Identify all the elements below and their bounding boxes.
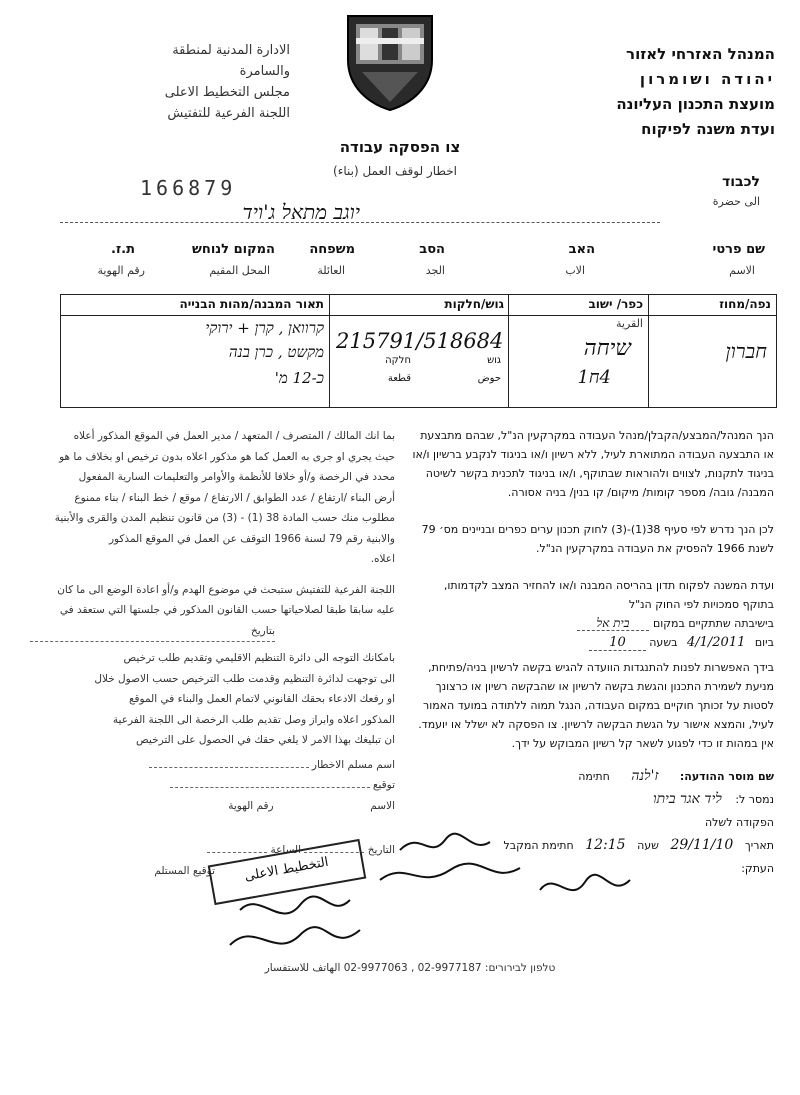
hebrew-paragraph-1: הנך המנהל/המבצע/הקבלן/מנהל העבודה במקרקעין הנ"ל, שבהם מתבצעת או התבצעה העבודה המתוארת לעיל, ללא רשיון ו/או בניגוד לנקבע ברשיון ו/או בניגוד לתקנות, לצווים ולהוראות שבתוקף, ו/או בניגוד לתכנית בקשר לשיטה המבנה/ גובה/ מספר קומות/ מיקום/ קו בנין/ בניה אסורה. [412, 429, 774, 499]
header-region: נפה/מחוז [719, 297, 771, 311]
signature-left-1 [240, 896, 350, 913]
hour-label: שעה [637, 839, 659, 852]
to-label-arabic: الى حضرة [712, 195, 760, 208]
id-label: הפקודה לשלה [704, 816, 774, 829]
arabic-line-15: ان تبليغك بهذا الامر لا يلغي حقك في الحصول على الترخيص [136, 734, 395, 746]
meeting-time-value: 10 [589, 635, 646, 651]
shield-icon [342, 12, 438, 112]
arabic-line-9: عليه سابقا طبقا لصلاحياتها حسب القانون المذكور في جلستها التي ستعقد في [59, 604, 395, 616]
header-hebrew-line-1: המנהל האזרחי לאזור [626, 45, 775, 63]
header-description: תאור המבנה/מהות הבנייה [179, 297, 324, 311]
arabic-line-14: المذكور اعلاه وابراز وصل تقديم طلب الرخصة الى اللجنة الفرعية [112, 713, 395, 726]
arabic-sig-line [30, 775, 395, 796]
village-value-2: 4ח1 [577, 367, 611, 388]
addressee-handwritten: יוגב מתאל ג'ויד [242, 200, 360, 224]
arabic-date-label: التاريخ [367, 844, 395, 856]
header-hebrew [520, 42, 775, 142]
meeting-time-label: בשעה [649, 636, 678, 649]
header-grandfather: הסב [419, 242, 445, 257]
location-table [60, 294, 777, 408]
meeting-date-label: ביום [754, 636, 774, 649]
hebrew-date-line [412, 633, 774, 652]
parcel-label-ar: قطعة [387, 373, 411, 384]
arabic-line-10: بتاريخ [30, 621, 275, 643]
arabic-line-12: الى توجهت لدائرة التنظيم وقدمت طلب الترخيص حسب الاصول خلال [94, 672, 395, 685]
order-title-arabic: اخطار لوقف العمل (بناء) [333, 164, 457, 178]
signature-scribbles [220, 820, 700, 970]
personal-table [50, 238, 775, 288]
arabic-id-name-label: الاسم [370, 799, 395, 812]
arabic-recipient-sig: توقيع المستلم [154, 864, 215, 877]
signature-officer [400, 834, 490, 850]
header-arabic [50, 40, 290, 124]
officer-signature-label: חתימה [578, 770, 610, 783]
officer-label: שם מוסר ההודעה: [679, 770, 774, 783]
arabic-time-label: الساعة [270, 844, 302, 856]
header-family: משפחה [309, 242, 355, 257]
delivered-line [412, 790, 774, 809]
hebrew-paragraph-3: ועדת המשנה לפקוח תדון בהריסה המבנה ו/או להחזיר המצב לקדמותו, בתוקף סמכויות לפי החוק הנ"ל [443, 579, 774, 611]
header-grandfather-ar: الجد [425, 264, 445, 277]
description-line-2: מקשט , כרן בנה [228, 343, 324, 361]
arabic-name-label: اسم مسلم الاخطار [311, 758, 395, 771]
col-divider [508, 295, 509, 407]
village-value: שיחה [583, 336, 631, 361]
officer-line [412, 767, 774, 786]
arabic-id-label: رقم الهوية [228, 799, 274, 812]
meeting-place-value: בית אל [577, 616, 650, 631]
delivered-value: ליד אגר ביתו [653, 791, 722, 807]
description-line-3: כ-12 מ' [274, 369, 324, 387]
emblem-shield [342, 12, 438, 112]
hebrew-paragraph-5: אין במהות זו כדי לפגוע לשאר קל רשיון המבוקש על ידך. [511, 737, 774, 750]
header-plot: גוש/חלקות [444, 297, 504, 311]
meeting-place-label: בישיבתה שתתקיים במקום [652, 617, 774, 630]
arabic-line-2: حيث يجري او جرى به العمل كما هو مذكور اعلاه بدون ترخيص او بخلاف ما هو [59, 450, 395, 463]
header-arabic-line-4: اللجنة الفرعية للتفتيش [167, 106, 290, 121]
header-residence: המקום לנוחש [192, 242, 275, 257]
block-label: גוש [487, 355, 501, 366]
to-label-hebrew: לכבוד [722, 174, 760, 190]
hour-value: 12:15 [585, 837, 626, 853]
signature-delivered [380, 864, 520, 880]
arabic-name-line [30, 755, 395, 776]
header-village: כפר/ ישוב [588, 297, 643, 311]
header-father: האב [568, 242, 595, 257]
officer-value: ז'לנה [631, 768, 659, 784]
copy-line: העתק: [741, 862, 774, 875]
arabic-body [30, 426, 395, 881]
stamp-text: التخطيط الاعلى [243, 854, 330, 885]
header-id: ת.ז. [111, 242, 135, 257]
arabic-line-11: بامكانك التوجه الى دائرة التنظيم الاقليمي وتقديم طلب ترخيص [123, 652, 395, 664]
hebrew-paragraph-4: בידך האפשרות לפנות להתנגדות הוועדה להגיש בקשה לרשיון בניה/פתיחת, מניעת לשמירת התכנון והגשת בקשה לרשיון או שהבקשה רשיון או כרצונך לסטות על זכותך חוקיים במקום העבודה, הנגל תמוה ללתודה במועד האמור לעיל, והמצא אישור על הגשת הבקשה לרשיון. צו הפסקה לא ישלל או יועמד. [418, 661, 774, 731]
arabic-line-4: أرض البناء /ارتفاع / عدد الطوابق / الارتفاع / موقع / خط البناء / بناء ممنوع [74, 491, 395, 504]
arabic-line-13: او رفعك الادعاء بحقك القانوني لاتمام العمل والبناء في الموقع [128, 693, 395, 705]
hebrew-paragraph-2: לכן הנך נדרש לפי סעיף 38(1)-(3) לחוק תכנון ערים כפרים ובניינים מס׳ 79 לשנת 1966 להפסיק את העבודה במקרקעין הנ"ל. [421, 523, 774, 555]
footer-phone: טלפון לבירורים: 02-9977187 , 02-9977063 الهاتف للاستفسار [264, 962, 556, 974]
arabic-line-1: بما انك المالك / المتصرف / المتعهد / مدير العمل في الموقع المذكور أعلاه [73, 430, 395, 442]
date-label: תאריך [744, 839, 774, 852]
header-hebrew-line-4: ועדת משנה לפיקוח [641, 120, 775, 138]
header-first-name-ar: الاسم [729, 264, 755, 277]
header-row-divider [61, 315, 776, 316]
recipient-signature-label: חתימת המקבל [503, 839, 574, 852]
arabic-line-6: والابنية رقم 79 لسنة 1966 التوقف عن العمل في الموقع المذكور [108, 532, 395, 545]
arabic-sig-label: توقيع [372, 779, 395, 791]
arabic-line-7: اعلاه. [370, 553, 395, 565]
addressee-line [60, 222, 660, 223]
plot-value: 215791/518684 [336, 329, 504, 353]
serial-number: 166879 [140, 176, 237, 200]
arabic-line-5: مطلوب منك حسب المادة 38 (1) - (3) من قانون تنظيم المدن والقرى والأبنية [54, 512, 395, 524]
header-arabic-line-1: الادارة المدنية لمنطقة [172, 43, 290, 58]
header-family-ar: العائلة [317, 264, 345, 277]
header-first-name: שם פרטי [712, 242, 765, 257]
header-arabic-line-3: مجلس التخطيط الاعلى [164, 85, 290, 100]
delivered-label: נמסר ל: [735, 793, 774, 806]
header-father-ar: الاب [565, 264, 585, 277]
col-divider [648, 295, 649, 407]
arabic-id-line [30, 796, 395, 817]
signature-recipient [540, 875, 630, 890]
header-hebrew-line-3: מועצת התכנון העליונה [616, 95, 775, 113]
header-village-ar: القرية [615, 317, 643, 330]
block-label-ar: حوض [477, 373, 501, 384]
col-divider [329, 295, 330, 407]
arabic-line-8: اللجنة الفرعية للتفتيش ستبحث في موضوع الهدم و/أو اعادة الوضع الى ما كان [57, 583, 395, 596]
header-id-ar: رقم الهوية [97, 264, 145, 277]
header-arabic-line-2: والسامرة [239, 64, 290, 79]
header-residence-ar: المحل المقيم [209, 264, 270, 277]
region-value: חברון [725, 339, 767, 363]
arabic-line-3: محدد في الرخصة و/أو خلافا للأنظمة والأوامر والتعليمات السارية المفعول [78, 471, 395, 483]
parcel-label: חלקה [385, 355, 411, 366]
header-hebrew-line-2: יהודה ושומרון [639, 70, 775, 88]
hebrew-meeting-line [412, 614, 774, 633]
description-line-1: קרוואן , קרן + ירוקי [205, 319, 324, 337]
hebrew-body [412, 426, 774, 878]
meeting-date-value: 4/1/2011 [686, 635, 746, 650]
signature-left-2 [230, 927, 360, 945]
order-title-hebrew: צו הפסקה עבודה [339, 138, 461, 156]
date-value: 29/11/10 [670, 837, 734, 853]
